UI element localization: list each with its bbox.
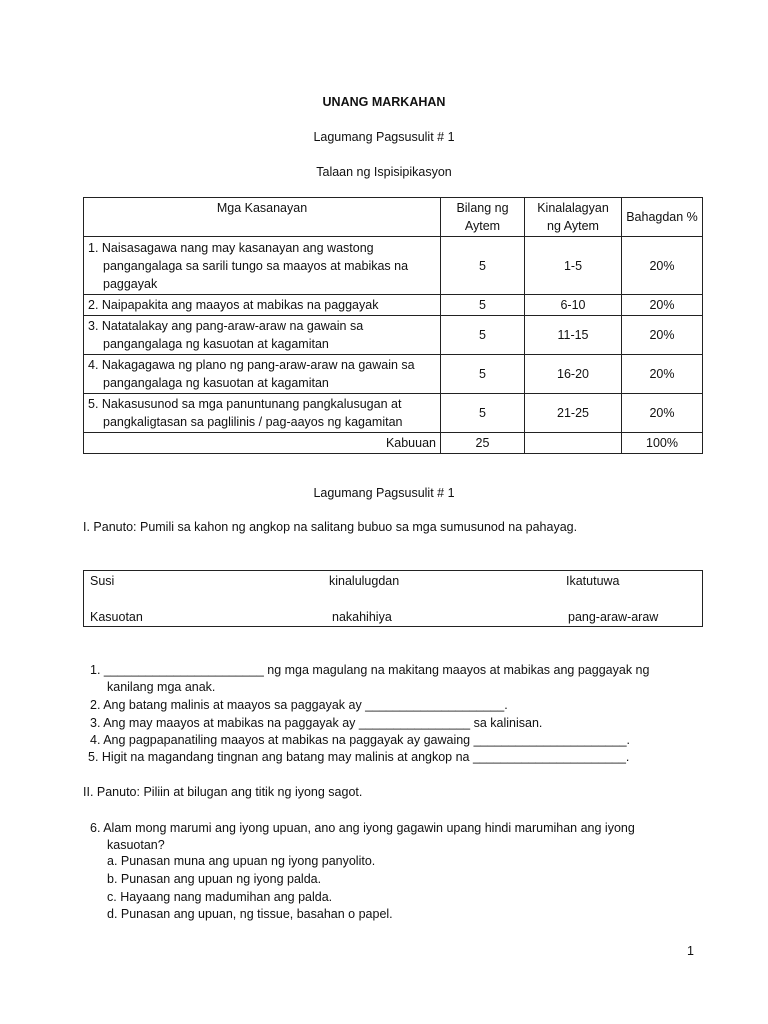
word-choice: pang-araw-araw bbox=[568, 610, 659, 624]
total-percent: 100% bbox=[622, 433, 703, 454]
page-number: 1 bbox=[687, 944, 694, 958]
count-cell: 5 bbox=[441, 295, 525, 316]
word-box bbox=[83, 570, 703, 627]
percent-cell: 20% bbox=[622, 295, 703, 316]
question-text-continuation: kanilang mga anak. bbox=[107, 680, 216, 694]
skill-cell: 2. Naipapakita ang maayos at mabikas na paggayak bbox=[88, 298, 379, 312]
header-item-location: Kinalalagyan ng Aytem bbox=[525, 198, 622, 237]
header-item-count: Bilang ng Aytem bbox=[441, 198, 525, 237]
question-item: 4. Ang pagpapanatiling maayos at mabikas na paggayak ay gawaing ______________________. bbox=[90, 733, 631, 747]
count-cell: 5 bbox=[441, 355, 525, 394]
question-item: 5. Higit na magandang tingnan ang batang may malinis at angkop na ______________________. bbox=[88, 750, 630, 764]
part2-instruction: II. Panuto: Piliin at bilugan ang titik ng iyong sagot. bbox=[83, 785, 363, 799]
part1-instruction: I. Panuto: Pumili sa kahon ng angkop na salitang bubuo sa mga sumusunod na pahayag. bbox=[83, 520, 578, 534]
table-row bbox=[84, 394, 703, 433]
percent-cell: 20% bbox=[622, 316, 703, 355]
table-row bbox=[84, 295, 703, 316]
table-row bbox=[84, 355, 703, 394]
percent-cell: 20% bbox=[622, 355, 703, 394]
count-cell: 5 bbox=[441, 316, 525, 355]
skill-cell: 3. Natatalakay ang pang-araw-araw na gawain sa pangangalaga ng kasuotan at kagamitan bbox=[88, 319, 364, 351]
quiz-title: Lagumang Pagsusulit # 1 bbox=[313, 486, 455, 500]
skill-cell: 5. Nakasusunod sa mga panuntunang pangkalusugan at pangkaligtasan sa paglilinis / pag-aayos ng kagamitan bbox=[88, 397, 403, 429]
total-label: Kabuuan bbox=[84, 433, 441, 454]
specification-table bbox=[83, 197, 703, 454]
location-cell: 16-20 bbox=[525, 355, 622, 394]
word-choice: Susi bbox=[90, 574, 115, 588]
question-item bbox=[90, 820, 710, 854]
table-row bbox=[84, 237, 703, 295]
table-title: Talaan ng Ispisipikasyon bbox=[316, 165, 452, 179]
skill-cell: 1. Naisasagawa nang may kasanayan ang wastong pangangalaga sa sarili tungo sa maayos at mabikas na paggayak bbox=[88, 240, 409, 291]
answer-choice-a[interactable]: a. Punasan muna ang upuan ng iyong panyolito. bbox=[107, 854, 376, 868]
word-choice: Ikatutuwa bbox=[566, 574, 620, 588]
question-text-continuation: kasuotan? bbox=[107, 838, 165, 852]
table-total-row bbox=[84, 433, 703, 454]
question-item: 3. Ang may maayos at mabikas na paggayak ay ________________ sa kalinisan. bbox=[90, 716, 543, 730]
table-row bbox=[84, 316, 703, 355]
count-cell: 5 bbox=[441, 394, 525, 433]
question-text: 1. _______________________ ng mga magulang na makitang maayos at mabikas ang paggayak ng bbox=[90, 663, 650, 677]
test-subtitle: Lagumang Pagsusulit # 1 bbox=[313, 130, 455, 144]
count-cell: 5 bbox=[441, 237, 525, 295]
total-location bbox=[525, 433, 622, 454]
question-item bbox=[90, 662, 710, 696]
location-cell: 21-25 bbox=[525, 394, 622, 433]
table-header-row bbox=[84, 198, 703, 237]
header-percent: Bahagdan % bbox=[622, 198, 703, 237]
location-cell: 6-10 bbox=[525, 295, 622, 316]
word-choice: nakahihiya bbox=[332, 610, 392, 624]
total-count: 25 bbox=[441, 433, 525, 454]
location-cell: 11-15 bbox=[525, 316, 622, 355]
word-choice: kinalulugdan bbox=[329, 574, 400, 588]
page-title: UNANG MARKAHAN bbox=[322, 95, 446, 109]
percent-cell: 20% bbox=[622, 394, 703, 433]
header-skills: Mga Kasanayan bbox=[84, 198, 441, 237]
skill-cell: 4. Nakagagawa ng plano ng pang-araw-araw na gawain sa pangangalaga ng kasuotan at kagamitan bbox=[88, 358, 415, 390]
answer-choice-b[interactable]: b. Punasan ang upuan ng iyong palda. bbox=[107, 872, 322, 886]
question-text: 6. Alam mong marumi ang iyong upuan, ano ang iyong gagawin upang hindi marumihan ang iyong bbox=[90, 821, 635, 835]
answer-choice-d[interactable]: d. Punasan ang upuan, ng tissue, basahan o papel. bbox=[107, 907, 393, 921]
percent-cell: 20% bbox=[622, 237, 703, 295]
question-item: 2. Ang batang malinis at maayos sa paggayak ay ____________________. bbox=[90, 698, 508, 712]
location-cell: 1-5 bbox=[525, 237, 622, 295]
answer-choice-c[interactable]: c. Hayaang nang madumihan ang palda. bbox=[107, 890, 333, 904]
word-choice: Kasuotan bbox=[90, 610, 143, 624]
